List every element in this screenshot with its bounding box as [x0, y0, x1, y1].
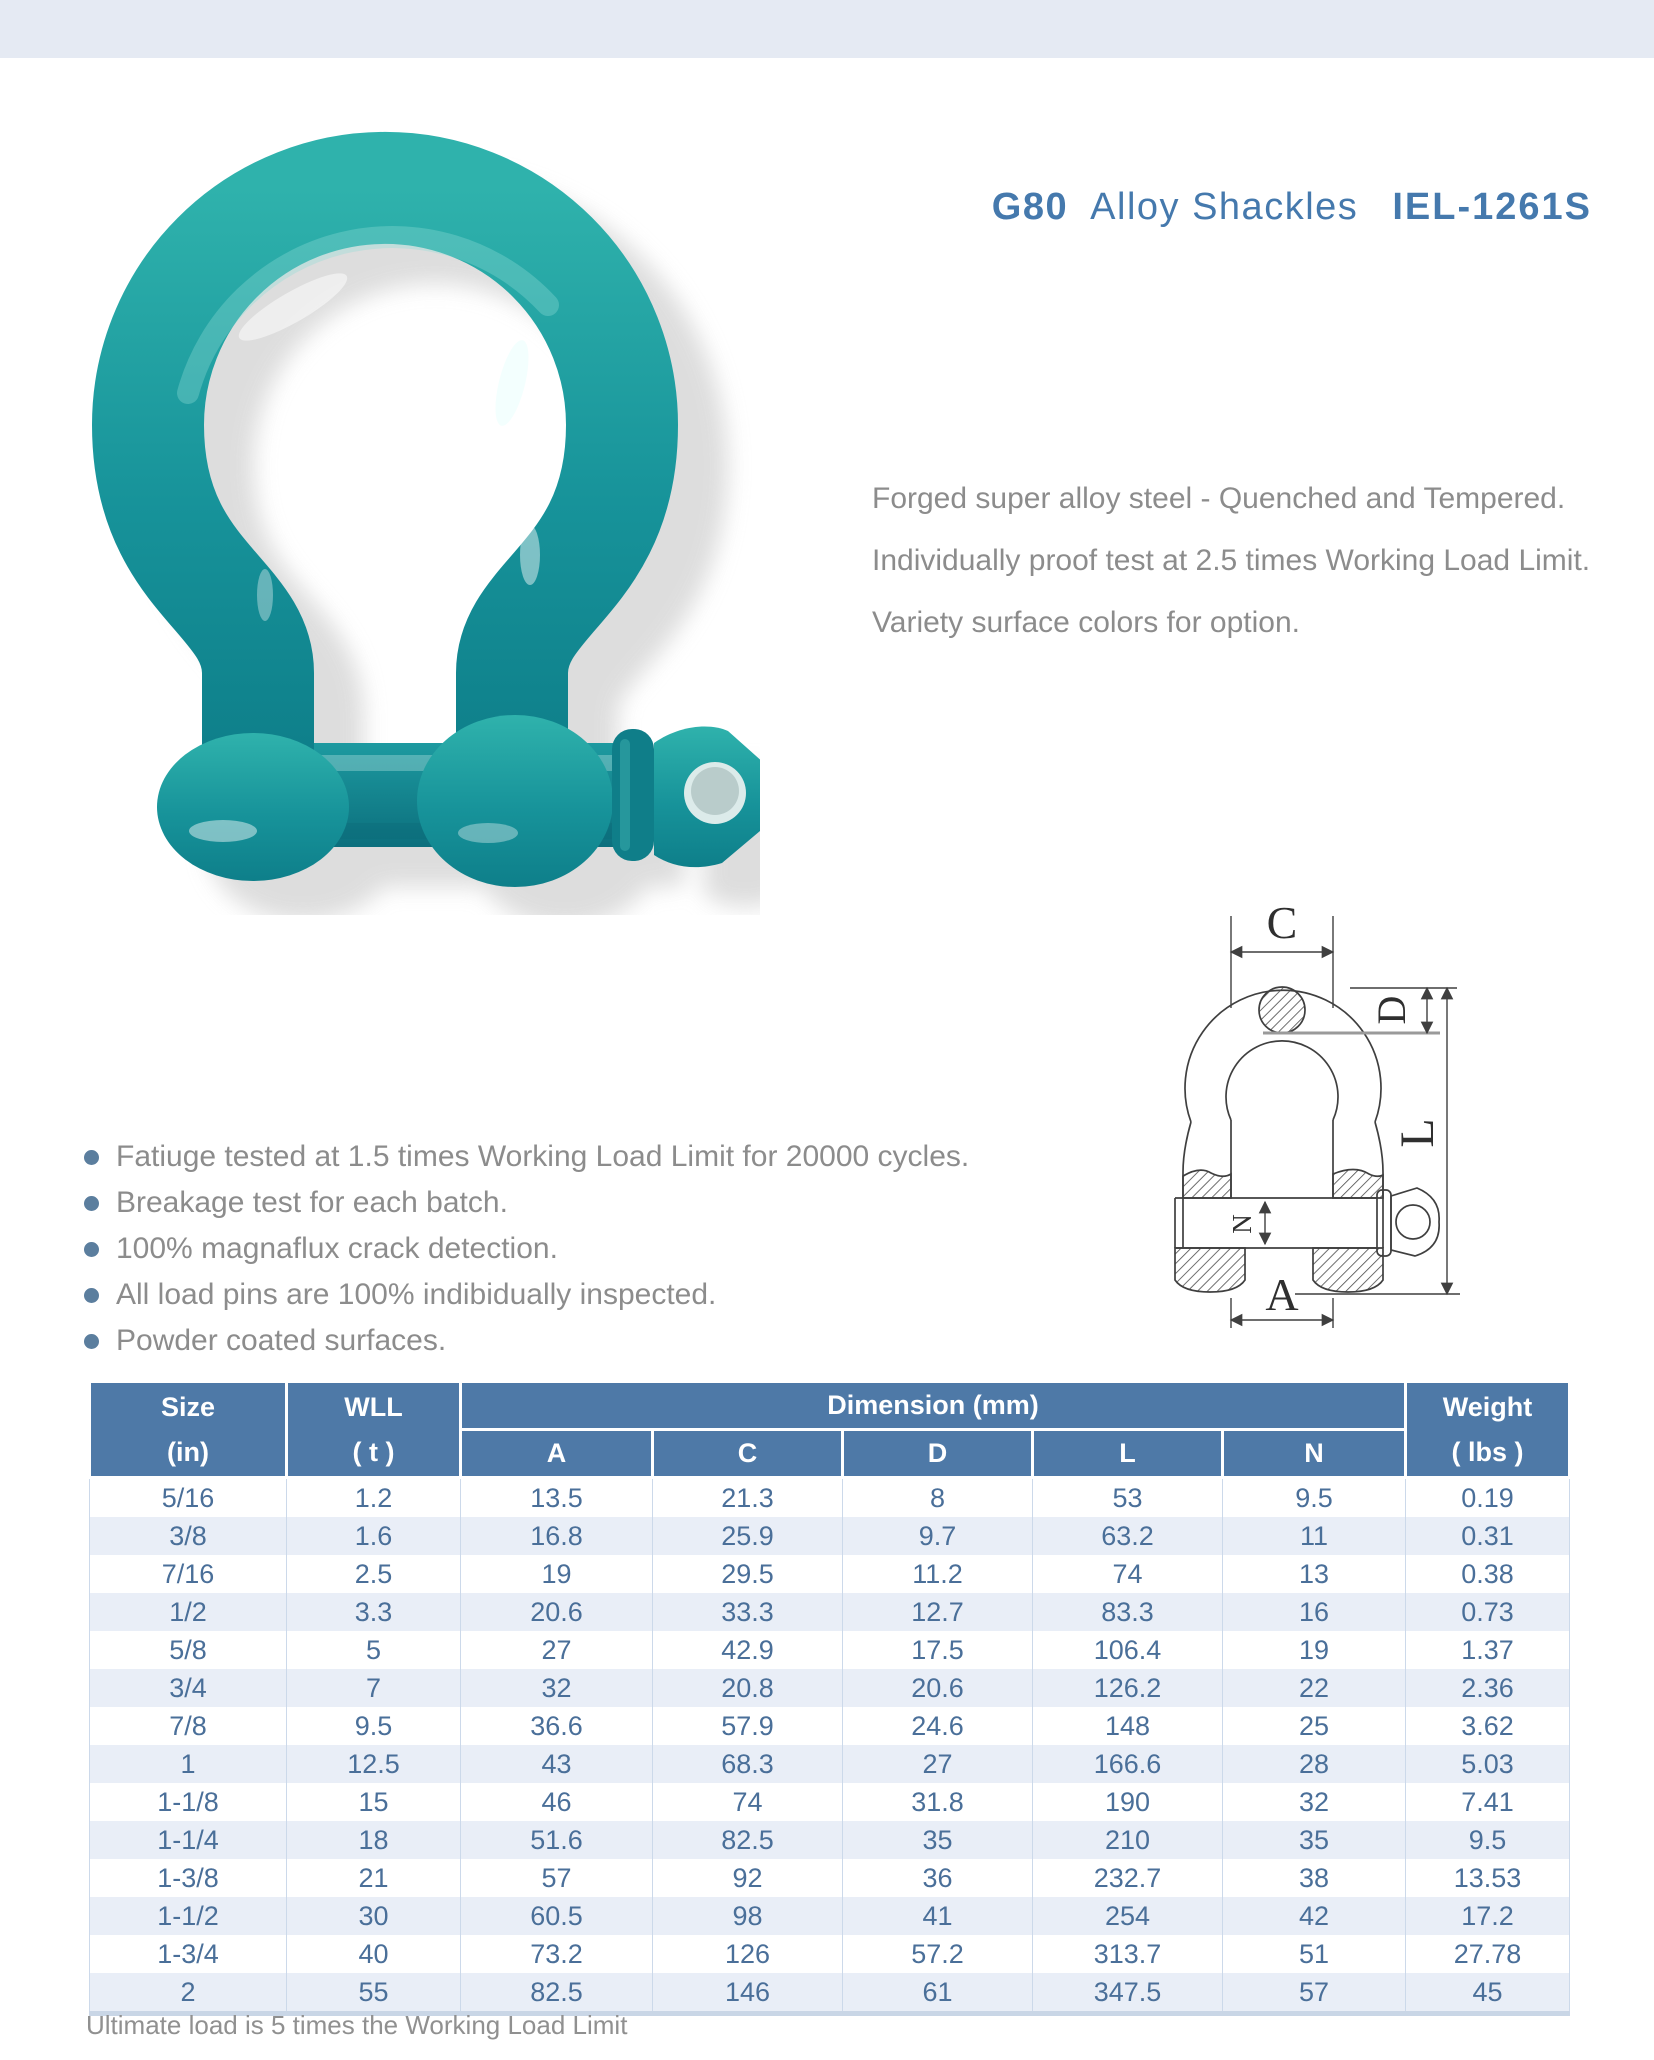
col-header-wll-unit: ( t ) [352, 1436, 395, 1467]
table-cell: 1.37 [1406, 1631, 1570, 1669]
table-cell: 32 [461, 1669, 653, 1707]
table-cell: 42.9 [653, 1631, 843, 1669]
table-cell: 8 [843, 1478, 1033, 1518]
table-row [90, 1935, 1570, 1973]
table-cell: 0.73 [1406, 1593, 1570, 1631]
table-cell: 20.6 [843, 1669, 1033, 1707]
col-header-size-label: Size [160, 1391, 216, 1422]
table-cell: 190 [1033, 1783, 1223, 1821]
table-cell: 0.19 [1406, 1478, 1570, 1518]
col-header-dimension: Dimension (mm) [461, 1382, 1406, 1430]
table-cell: 25.9 [653, 1517, 843, 1555]
table-cell: 1-1/4 [90, 1821, 287, 1859]
col-header-weight-label: Weight [1442, 1391, 1533, 1422]
product-description [872, 468, 1592, 654]
table-cell: 313.7 [1033, 1935, 1223, 1973]
table-cell: 57 [461, 1859, 653, 1897]
table-cell: 32 [1223, 1783, 1406, 1821]
table-cell: 16 [1223, 1593, 1406, 1631]
bullet-icon [84, 1196, 99, 1211]
table-cell: 98 [653, 1897, 843, 1935]
table-cell: 22 [1223, 1669, 1406, 1707]
spec-table [88, 1380, 1571, 2016]
col-header-size-unit: (in) [167, 1436, 209, 1467]
table-cell: 1-3/4 [90, 1935, 287, 1973]
table-cell: 51 [1223, 1935, 1406, 1973]
table-cell: 5.03 [1406, 1745, 1570, 1783]
table-cell: 19 [1223, 1631, 1406, 1669]
table-cell: 16.8 [461, 1517, 653, 1555]
table-cell: 27 [843, 1745, 1033, 1783]
col-header-size [90, 1382, 287, 1478]
table-cell: 73.2 [461, 1935, 653, 1973]
dim-label-a: A [1265, 1269, 1299, 1320]
table-cell: 74 [653, 1783, 843, 1821]
table-cell: 126 [653, 1935, 843, 1973]
table-cell: 29.5 [653, 1555, 843, 1593]
table-row [90, 1897, 1570, 1935]
top-accent-band [0, 0, 1654, 58]
description-line: Forged super alloy steel - Quenched and Tempered. [872, 482, 1566, 515]
table-cell: 3.3 [287, 1593, 461, 1631]
table-cell: 25 [1223, 1707, 1406, 1745]
feature-text: All load pins are 100% indibidually inspected. [116, 1278, 717, 1311]
table-cell: 2 [90, 1973, 287, 2014]
table-cell: 17.5 [843, 1631, 1033, 1669]
table-cell: 1.2 [287, 1478, 461, 1518]
table-cell: 9.7 [843, 1517, 1033, 1555]
table-cell: 28 [1223, 1745, 1406, 1783]
col-header-weight [1406, 1382, 1570, 1478]
table-cell: 17.2 [1406, 1897, 1570, 1935]
table-cell: 12.7 [843, 1593, 1033, 1631]
feature-item [84, 1188, 969, 1218]
table-cell: 1 [90, 1745, 287, 1783]
table-row [90, 1973, 1570, 2014]
table-cell: 38 [1223, 1859, 1406, 1897]
table-cell: 2.36 [1406, 1669, 1570, 1707]
table-cell: 68.3 [653, 1745, 843, 1783]
table-cell: 146 [653, 1973, 843, 2014]
col-header-dim-n: N [1223, 1430, 1406, 1478]
table-cell: 0.38 [1406, 1555, 1570, 1593]
table-cell: 1-3/8 [90, 1859, 287, 1897]
table-cell: 347.5 [1033, 1973, 1223, 2014]
footnote: Ultimate load is 5 times the Working Load Limit [86, 2010, 628, 2040]
table-cell: 254 [1033, 1897, 1223, 1935]
feature-item [84, 1326, 969, 1356]
col-header-weight-unit: ( lbs ) [1451, 1436, 1524, 1467]
table-cell: 82.5 [461, 1973, 653, 2014]
table-cell: 24.6 [843, 1707, 1033, 1745]
table-row [90, 1631, 1570, 1669]
table-cell: 3/4 [90, 1669, 287, 1707]
table-cell: 3.62 [1406, 1707, 1570, 1745]
table-cell: 7/16 [90, 1555, 287, 1593]
col-header-wll-label: WLL [344, 1391, 403, 1422]
table-cell: 55 [287, 1973, 461, 2014]
col-header-wll [287, 1382, 461, 1478]
table-cell: 13 [1223, 1555, 1406, 1593]
col-header-dim-a: A [461, 1430, 653, 1478]
table-cell: 27.78 [1406, 1935, 1570, 1973]
table-cell: 36 [843, 1859, 1033, 1897]
table-cell: 9.5 [287, 1707, 461, 1745]
table-row [90, 1517, 1570, 1555]
table-row [90, 1707, 1570, 1745]
table-cell: 210 [1033, 1821, 1223, 1859]
feature-text: Fatiuge tested at 1.5 times Working Load Limit for 20000 cycles. [116, 1140, 970, 1173]
table-cell: 20.8 [653, 1669, 843, 1707]
table-cell: 9.5 [1223, 1478, 1406, 1518]
table-cell: 42 [1223, 1897, 1406, 1935]
title-model-code: IEL-1261S [1392, 186, 1592, 228]
table-cell: 57.2 [843, 1935, 1033, 1973]
table-cell: 36.6 [461, 1707, 653, 1745]
table-cell: 7.41 [1406, 1783, 1570, 1821]
bullet-icon [84, 1334, 99, 1349]
dim-label-n: N [1227, 1214, 1257, 1234]
title-product-class: G80 [991, 186, 1069, 228]
table-cell: 3/8 [90, 1517, 287, 1555]
table-cell: 53 [1033, 1478, 1223, 1518]
bullet-icon [84, 1288, 99, 1303]
table-cell: 2.5 [287, 1555, 461, 1593]
table-cell: 5/8 [90, 1631, 287, 1669]
table-cell: 19 [461, 1555, 653, 1593]
table-cell: 7 [287, 1669, 461, 1707]
bullet-icon [84, 1150, 99, 1165]
spec-table-wrap [88, 1380, 1571, 2016]
dim-label-c: C [1266, 897, 1298, 948]
table-cell: 12.5 [287, 1745, 461, 1783]
table-cell: 232.7 [1033, 1859, 1223, 1897]
table-cell: 15 [287, 1783, 461, 1821]
feature-list [84, 1142, 969, 1372]
table-row [90, 1593, 1570, 1631]
feature-text: Powder coated surfaces. [116, 1324, 447, 1357]
table-cell: 5 [287, 1631, 461, 1669]
table-cell: 41 [843, 1897, 1033, 1935]
table-cell: 166.6 [1033, 1745, 1223, 1783]
table-cell: 45 [1406, 1973, 1570, 2014]
description-line: Variety surface colors for option. [872, 606, 1300, 639]
table-cell: 20.6 [461, 1593, 653, 1631]
table-row [90, 1669, 1570, 1707]
table-cell: 18 [287, 1821, 461, 1859]
feature-item [84, 1280, 969, 1310]
spec-table-body [90, 1478, 1570, 2014]
table-cell: 31.8 [843, 1783, 1033, 1821]
table-cell: 5/16 [90, 1478, 287, 1518]
table-cell: 13.53 [1406, 1859, 1570, 1897]
dim-label-l: L [1391, 1118, 1444, 1148]
table-cell: 13.5 [461, 1478, 653, 1518]
dim-label-d: D [1369, 995, 1414, 1025]
dimension-diagram [1145, 858, 1625, 1338]
feature-text: 100% magnaflux crack detection. [116, 1232, 558, 1265]
table-row [90, 1478, 1570, 1518]
description-line: Individually proof test at 2.5 times Working Load Limit. [872, 544, 1591, 577]
table-cell: 9.5 [1406, 1821, 1570, 1859]
table-cell: 82.5 [653, 1821, 843, 1859]
table-cell: 63.2 [1033, 1517, 1223, 1555]
col-header-dim-d: D [843, 1430, 1033, 1478]
table-cell: 35 [1223, 1821, 1406, 1859]
table-cell: 0.31 [1406, 1517, 1570, 1555]
table-cell: 106.4 [1033, 1631, 1223, 1669]
table-cell: 148 [1033, 1707, 1223, 1745]
table-cell: 43 [461, 1745, 653, 1783]
feature-text: Breakage test for each batch. [116, 1186, 508, 1219]
table-cell: 21.3 [653, 1478, 843, 1518]
product-photo [60, 125, 760, 915]
page-title [992, 186, 1592, 229]
table-cell: 57.9 [653, 1707, 843, 1745]
col-header-dim-l: L [1033, 1430, 1223, 1478]
table-cell: 1/2 [90, 1593, 287, 1631]
table-cell: 7/8 [90, 1707, 287, 1745]
col-header-dim-c: C [653, 1430, 843, 1478]
table-row [90, 1821, 1570, 1859]
bullet-icon [84, 1242, 99, 1257]
table-row [90, 1859, 1570, 1897]
table-cell: 60.5 [461, 1897, 653, 1935]
table-cell: 61 [843, 1973, 1033, 2014]
table-cell: 83.3 [1033, 1593, 1223, 1631]
feature-item [84, 1234, 969, 1264]
table-cell: 27 [461, 1631, 653, 1669]
table-cell: 1.6 [287, 1517, 461, 1555]
table-cell: 74 [1033, 1555, 1223, 1593]
table-row [90, 1783, 1570, 1821]
table-cell: 33.3 [653, 1593, 843, 1631]
feature-item [84, 1142, 969, 1172]
table-cell: 46 [461, 1783, 653, 1821]
table-cell: 51.6 [461, 1821, 653, 1859]
title-product-name: Alloy Shackles [1090, 186, 1359, 228]
table-cell: 1-1/8 [90, 1783, 287, 1821]
table-cell: 126.2 [1033, 1669, 1223, 1707]
table-cell: 11.2 [843, 1555, 1033, 1593]
table-row [90, 1745, 1570, 1783]
table-cell: 35 [843, 1821, 1033, 1859]
table-cell: 92 [653, 1859, 843, 1897]
table-cell: 1-1/2 [90, 1897, 287, 1935]
table-cell: 40 [287, 1935, 461, 1973]
table-cell: 21 [287, 1859, 461, 1897]
table-cell: 57 [1223, 1973, 1406, 2014]
table-cell: 11 [1223, 1517, 1406, 1555]
table-row [90, 1555, 1570, 1593]
table-cell: 30 [287, 1897, 461, 1935]
